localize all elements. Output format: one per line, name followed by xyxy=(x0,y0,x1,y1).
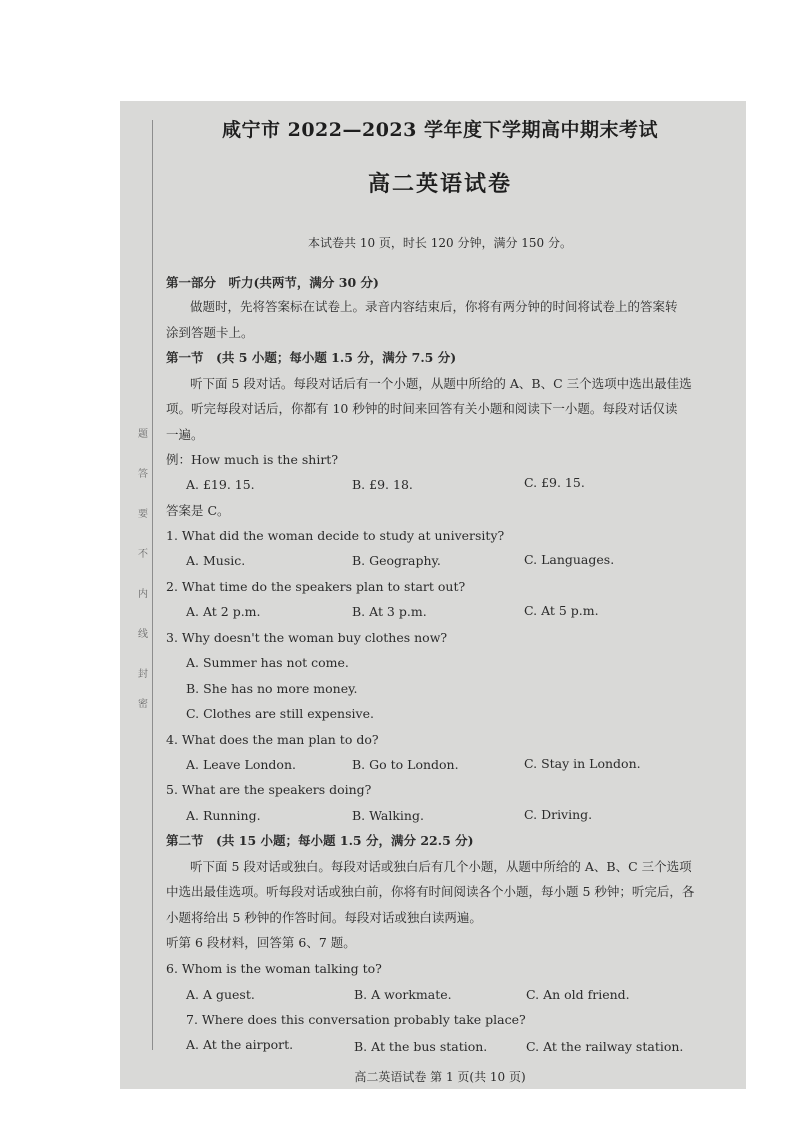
seal-char: 不 xyxy=(138,549,148,560)
option-b: B. At the bus station. xyxy=(354,1039,488,1054)
part1-instruction: 涂到答题卡上。 xyxy=(166,325,254,340)
exam-title: 咸宁市 2022—2023 学年度下学期高中期末考试 xyxy=(222,119,658,141)
option-b: B. A workmate. xyxy=(354,987,452,1002)
option-c: C. An old friend. xyxy=(526,987,630,1002)
option-c: C. Clothes are still expensive. xyxy=(186,706,374,721)
section2-instruction: 小题将给出 5 秒钟的作答时间。每段对话或独白读两遍。 xyxy=(166,910,482,925)
section1-instruction: 一遍。 xyxy=(166,427,204,442)
question-7: 7. Where does this conversation probably take place? xyxy=(186,1012,526,1027)
seal-char: 要 xyxy=(138,509,148,520)
option-a: A. At 2 p.m. xyxy=(186,604,261,619)
part1-instruction: 做题时，先将答案标在试卷上。录音内容结束后，你将有两分钟的时间将试卷上的答案转 xyxy=(190,299,678,314)
example-option-c: C. £9. 15. xyxy=(524,475,585,490)
option-a: A. At the airport. xyxy=(186,1037,294,1052)
question-5: 5. What are the speakers doing? xyxy=(166,782,372,797)
question-6: 6. Whom is the woman talking to? xyxy=(166,961,382,976)
section1-heading: 第一节 (共 5 小题；每小题 1.5 分，满分 7.5 分) xyxy=(166,350,457,365)
option-a: A. Summer has not come. xyxy=(186,655,349,670)
example-question: 例：How much is the shirt? xyxy=(166,452,339,467)
example-option-b: B. £9. 18. xyxy=(352,477,413,492)
exam-note: 本试卷共 10 页，时长 120 分钟，满分 150 分。 xyxy=(308,236,572,250)
seal-char: 内 xyxy=(138,589,148,600)
option-a: A. A guest. xyxy=(186,987,255,1002)
seal-char: 题 xyxy=(138,429,148,440)
section2-material: 听第 6 段材料，回答第 6、7 题。 xyxy=(166,935,356,950)
option-b: B. Geography. xyxy=(352,553,441,568)
option-a: A. Music. xyxy=(186,553,246,568)
option-c: C. At 5 p.m. xyxy=(524,603,599,618)
section2-instruction: 中选出最佳选项。听每段对话或独白前，你将有时间阅读各个小题，每小题 5 秒钟；听完后，各 xyxy=(166,884,695,899)
section1-instruction: 项。听完每段对话后，你都有 10 秒钟的时间来回答有关小题和阅读下一小题。每段对话仅读 xyxy=(166,401,678,416)
part1-heading: 第一部分 听力(共两节，满分 30 分) xyxy=(166,275,379,290)
question-3: 3. Why doesn't the woman buy clothes now? xyxy=(166,630,448,645)
exam-subtitle: 高二英语试卷 xyxy=(367,171,512,197)
option-a: A. Running. xyxy=(186,808,261,823)
option-a: A. Leave London. xyxy=(186,757,296,772)
seal-char: 答 xyxy=(138,469,148,480)
option-b: B. She has no more money. xyxy=(186,681,358,696)
page-footer: 高二英语试卷 第 1 页(共 10 页) xyxy=(354,1070,526,1084)
option-c: C. Languages. xyxy=(524,552,615,567)
option-c: C. Stay in London. xyxy=(524,756,641,771)
option-b: B. Walking. xyxy=(352,808,424,823)
option-c: C. Driving. xyxy=(524,807,593,822)
option-b: B. At 3 p.m. xyxy=(352,604,427,619)
question-4: 4. What does the man plan to do? xyxy=(166,732,379,747)
binding-margin-line xyxy=(152,120,153,1050)
example-option-a: A. £19. 15. xyxy=(186,477,255,492)
option-b: B. Go to London. xyxy=(352,757,459,772)
question-1: 1. What did the woman decide to study at university? xyxy=(166,528,505,543)
question-2: 2. What time do the speakers plan to start out? xyxy=(166,579,466,594)
example-answer: 答案是 C。 xyxy=(166,503,230,518)
section1-instruction: 听下面 5 段对话。每段对话后有一个小题，从题中所给的 A、B、C 三个选项中选出最佳选 xyxy=(190,376,692,391)
seal-char: 密 xyxy=(138,699,148,710)
section2-heading: 第二节 (共 15 小题；每小题 1.5 分，满分 22.5 分) xyxy=(166,833,474,848)
seal-line-text xyxy=(134,425,152,725)
seal-char: 封 xyxy=(138,669,148,680)
seal-char: 线 xyxy=(138,629,148,640)
option-c: C. At the railway station. xyxy=(526,1039,684,1054)
section2-instruction: 听下面 5 段对话或独白。每段对话或独白后有几个小题，从题中所给的 A、B、C 三个选项 xyxy=(190,859,692,874)
